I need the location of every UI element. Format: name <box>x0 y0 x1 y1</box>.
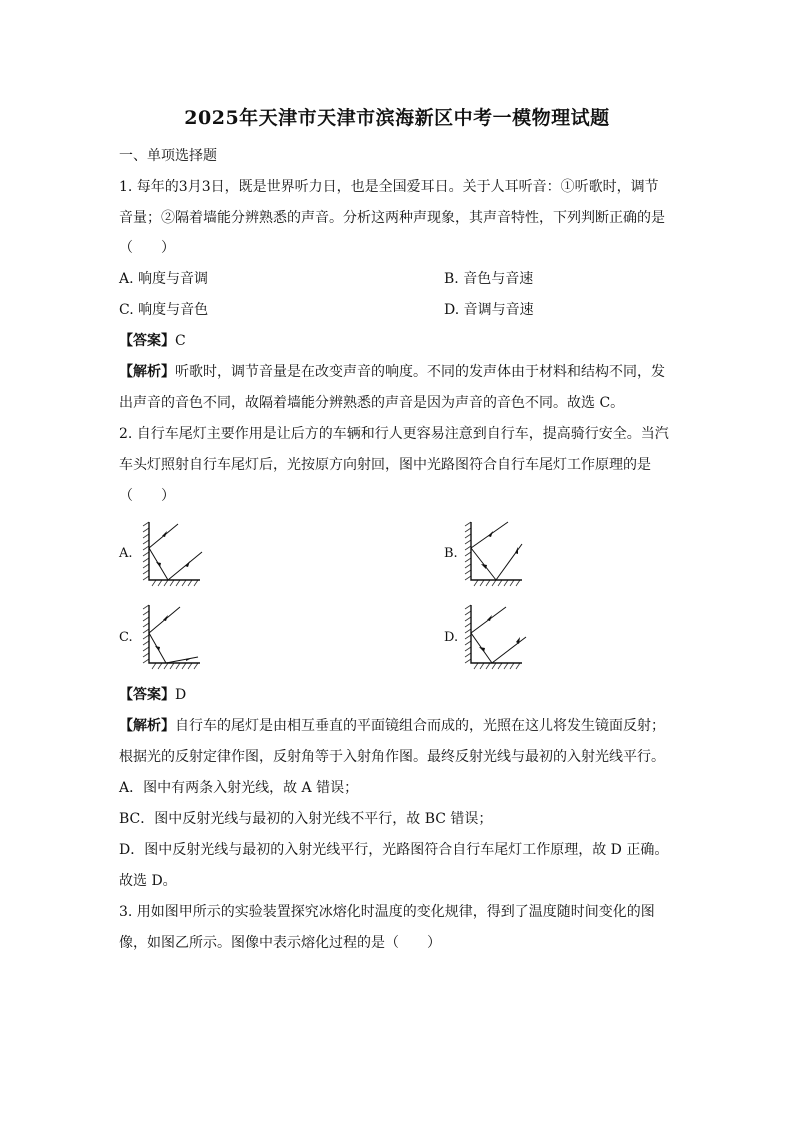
q2-stem-line1: 2. 自行车尾灯主要作用是让后方的车辆和行人更容易注意到自行车，提高骑行安全。当汽 <box>119 426 669 442</box>
q1-analysis-text1: 听歌时，调节音量是在改变声音的响度。不同的发声体由于材料和结构不同，发 <box>175 364 665 380</box>
q1-answer <box>119 331 186 351</box>
mirror-diagram-b <box>462 520 532 592</box>
q2-answer <box>119 685 186 705</box>
q2-figure-b <box>462 520 532 592</box>
q2-figure-c <box>140 603 210 675</box>
q1-option-c: C. 响度与音色 <box>119 302 209 318</box>
mirror-diagram-c <box>140 603 210 675</box>
q2-analysis-line2: 根据光的反射定律作图，反射角等于入射角作图。最终反射光线与最初的入射光线平行。 <box>119 749 665 765</box>
q2-analysis-line6: 故选 D。 <box>119 873 177 889</box>
q1-answer-label: 【答案】 <box>119 333 175 349</box>
document-title: 2025年天津市天津市滨海新区中考一模物理试题 <box>184 107 610 129</box>
q2-analysis-line1 <box>119 716 665 736</box>
section-heading: 一、单项选择题 <box>119 148 217 164</box>
q1-analysis-label: 【解析】 <box>119 364 175 380</box>
q2-stem-line3: （ ） <box>119 488 175 504</box>
q2-analysis-line5: D．图中反射光线与最初的入射光线平行，光路图符合自行车尾灯工作原理，故 D 正确。 <box>119 842 669 858</box>
q2-stem-line2: 车头灯照射自行车尾灯后，光按原方向射回，图中光路图符合自行车尾灯工作原理的是 <box>119 457 651 473</box>
q1-stem-line2: 音量；②隔着墙能分辨熟悉的声音。分析这两种声现象，其声音特性，下列判断正确的是 <box>119 210 665 226</box>
q3-stem-line1: 3. 用如图甲所示的实验装置探究冰熔化时温度的变化规律，得到了温度随时间变化的图 <box>119 904 655 920</box>
q2-answer-label: 【答案】 <box>119 687 175 703</box>
q1-answer-value: C <box>175 333 186 349</box>
mirror-diagram-a <box>140 520 210 592</box>
q2-analysis-line4: BC．图中反射光线与最初的入射光线不平行，故 BC 错误； <box>119 811 493 827</box>
q1-stem-line1: 1. 每年的3月3日，既是世界听力日，也是全国爱耳日。关于人耳听音：①听歌时，调节 <box>119 179 659 195</box>
q3-stem-line2: 像，如图乙所示。图像中表示熔化过程的是（ ） <box>119 935 441 951</box>
mirror-diagram-d <box>462 603 532 675</box>
q1-option-a: A. 响度与音调 <box>119 271 209 287</box>
q2-answer-value: D <box>175 687 187 703</box>
q2-figure-a <box>140 520 210 592</box>
q1-analysis-line1 <box>119 362 665 382</box>
q1-analysis-line2: 出声音的音色不同，故隔着墙能分辨熟悉的声音是因为声音的音色不同。故选 C。 <box>119 395 625 411</box>
q2-figure-d <box>462 603 532 675</box>
q2-figure-b-label: B. <box>444 546 458 561</box>
q2-analysis-label: 【解析】 <box>119 718 175 734</box>
q2-figure-d-label: D. <box>444 630 459 645</box>
q2-figure-c-label: C. <box>119 630 133 645</box>
q2-figure-a-label: A. <box>119 546 133 561</box>
q1-option-b: B. 音色与音速 <box>444 271 534 287</box>
q2-analysis-line3: A．图中有两条入射光线，故 A 错误； <box>119 780 359 796</box>
q1-stem-line3: （ ） <box>119 240 175 256</box>
q2-analysis-text1: 自行车的尾灯是由相互垂直的平面镜组合而成的，光照在这儿将发生镜面反射； <box>175 718 665 734</box>
q1-option-d: D. 音调与音速 <box>444 302 534 318</box>
